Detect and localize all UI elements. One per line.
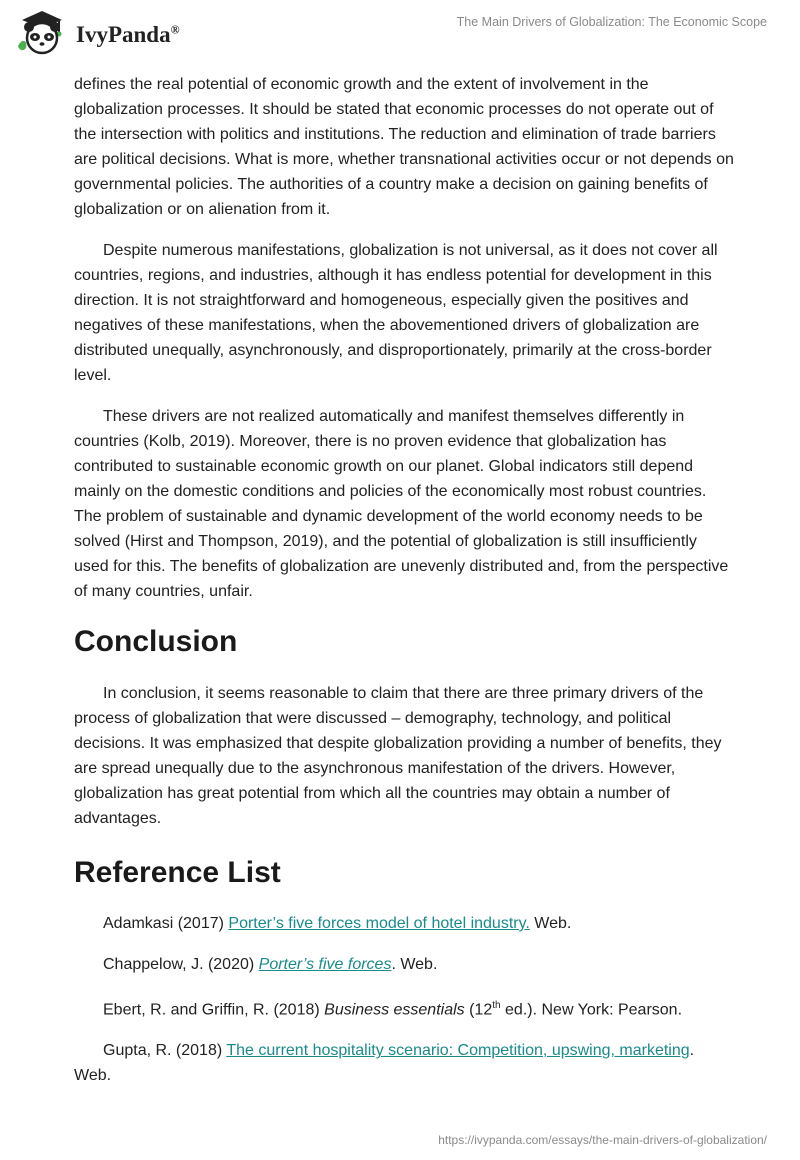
reference-link[interactable]: Porter’s five forces model of hotel industry. [228,915,530,932]
article-body [74,72,734,1088]
conclusion-paragraph: In conclusion, it seems reasonable to claim that there are three primary drivers of the process of globalization that were discussed – demography, technology, and political decisions. It was emphasized that despite globalization providing a number of benefits, they are spread unequally due to the asynchronous manifestation of the drivers. However, globalization has great potential from which all the countries may obtain a number of advantages. [74,685,722,827]
reference-item: Ebert, R. and Griffin, R. (2018) Business essentials (12th ed.). New York: Pearson. [103,1000,683,1019]
paragraph: These drivers are not realized automatically and manifest themselves differently in countries (Kolb, 2019). Moreover, there is no proven evidence that globalization has contributed to sustainable economic growth on our planet. Global indicators still depend mainly on the domestic conditions and policies of the economically most robust countries. The problem of sustainable and dynamic development of the world economy needs to be solved (Hirst and Thompson, 2019), and the potential of globalization is still insufficiently used for this. The benefits of globalization are unevenly distributed and, from the perspective of many countries, unfair. [74,408,729,600]
page-header [0,0,800,70]
brand-name: IvyPanda® [76,22,180,47]
ivypanda-logo[interactable] [14,8,180,58]
reference-item: Adamkasi (2017) Porter’s five forces model of hotel industry. Web. [103,915,572,932]
paragraph: Despite numerous manifestations, globalization is not universal, as it does not cover all countries, regions, and industries, although it has endless potential for development in this direction. It is not straightforward and homogeneous, especially given the positives and negatives of these manifestations, when the abovementioned drivers of globalization are distributed unequally, asynchronously, and disproportionately, primarily at the cross-border level. [74,242,718,384]
reference-link[interactable]: Porter’s five forces [258,956,392,973]
paragraph-continued: defines the real potential of economic growth and the extent of involvement in the globalization processes. It should be stated that economic processes do not operate out of the intersection with politics and institutions. The reduction and elimination of trade barriers are political decisions. What is more, whether transnational activities occur or not depends on governmental policies. The authorities of a country make a decision on gaining benefits of globalization or on alienation from it. [74,76,734,218]
reference-list-heading: Reference List [74,856,281,889]
reference-link[interactable]: The current hospitality scenario: Competition, upswing, marketing [226,1042,690,1060]
document-title: The Main Drivers of Globalization: The Economic Scope [456,15,767,29]
panda-graduate-icon [14,8,70,58]
reference-item: Gupta, R. (2018) The current hospitality scenario: Competition, upswing, marketing. Web. [74,1042,695,1085]
footer-url: https://ivypanda.com/essays/the-main-drivers-of-globalization/ [438,1133,767,1147]
reference-item: Chappelow, J. (2020) Porter’s five forces. Web. [103,956,438,973]
conclusion-heading: Conclusion [74,625,238,658]
